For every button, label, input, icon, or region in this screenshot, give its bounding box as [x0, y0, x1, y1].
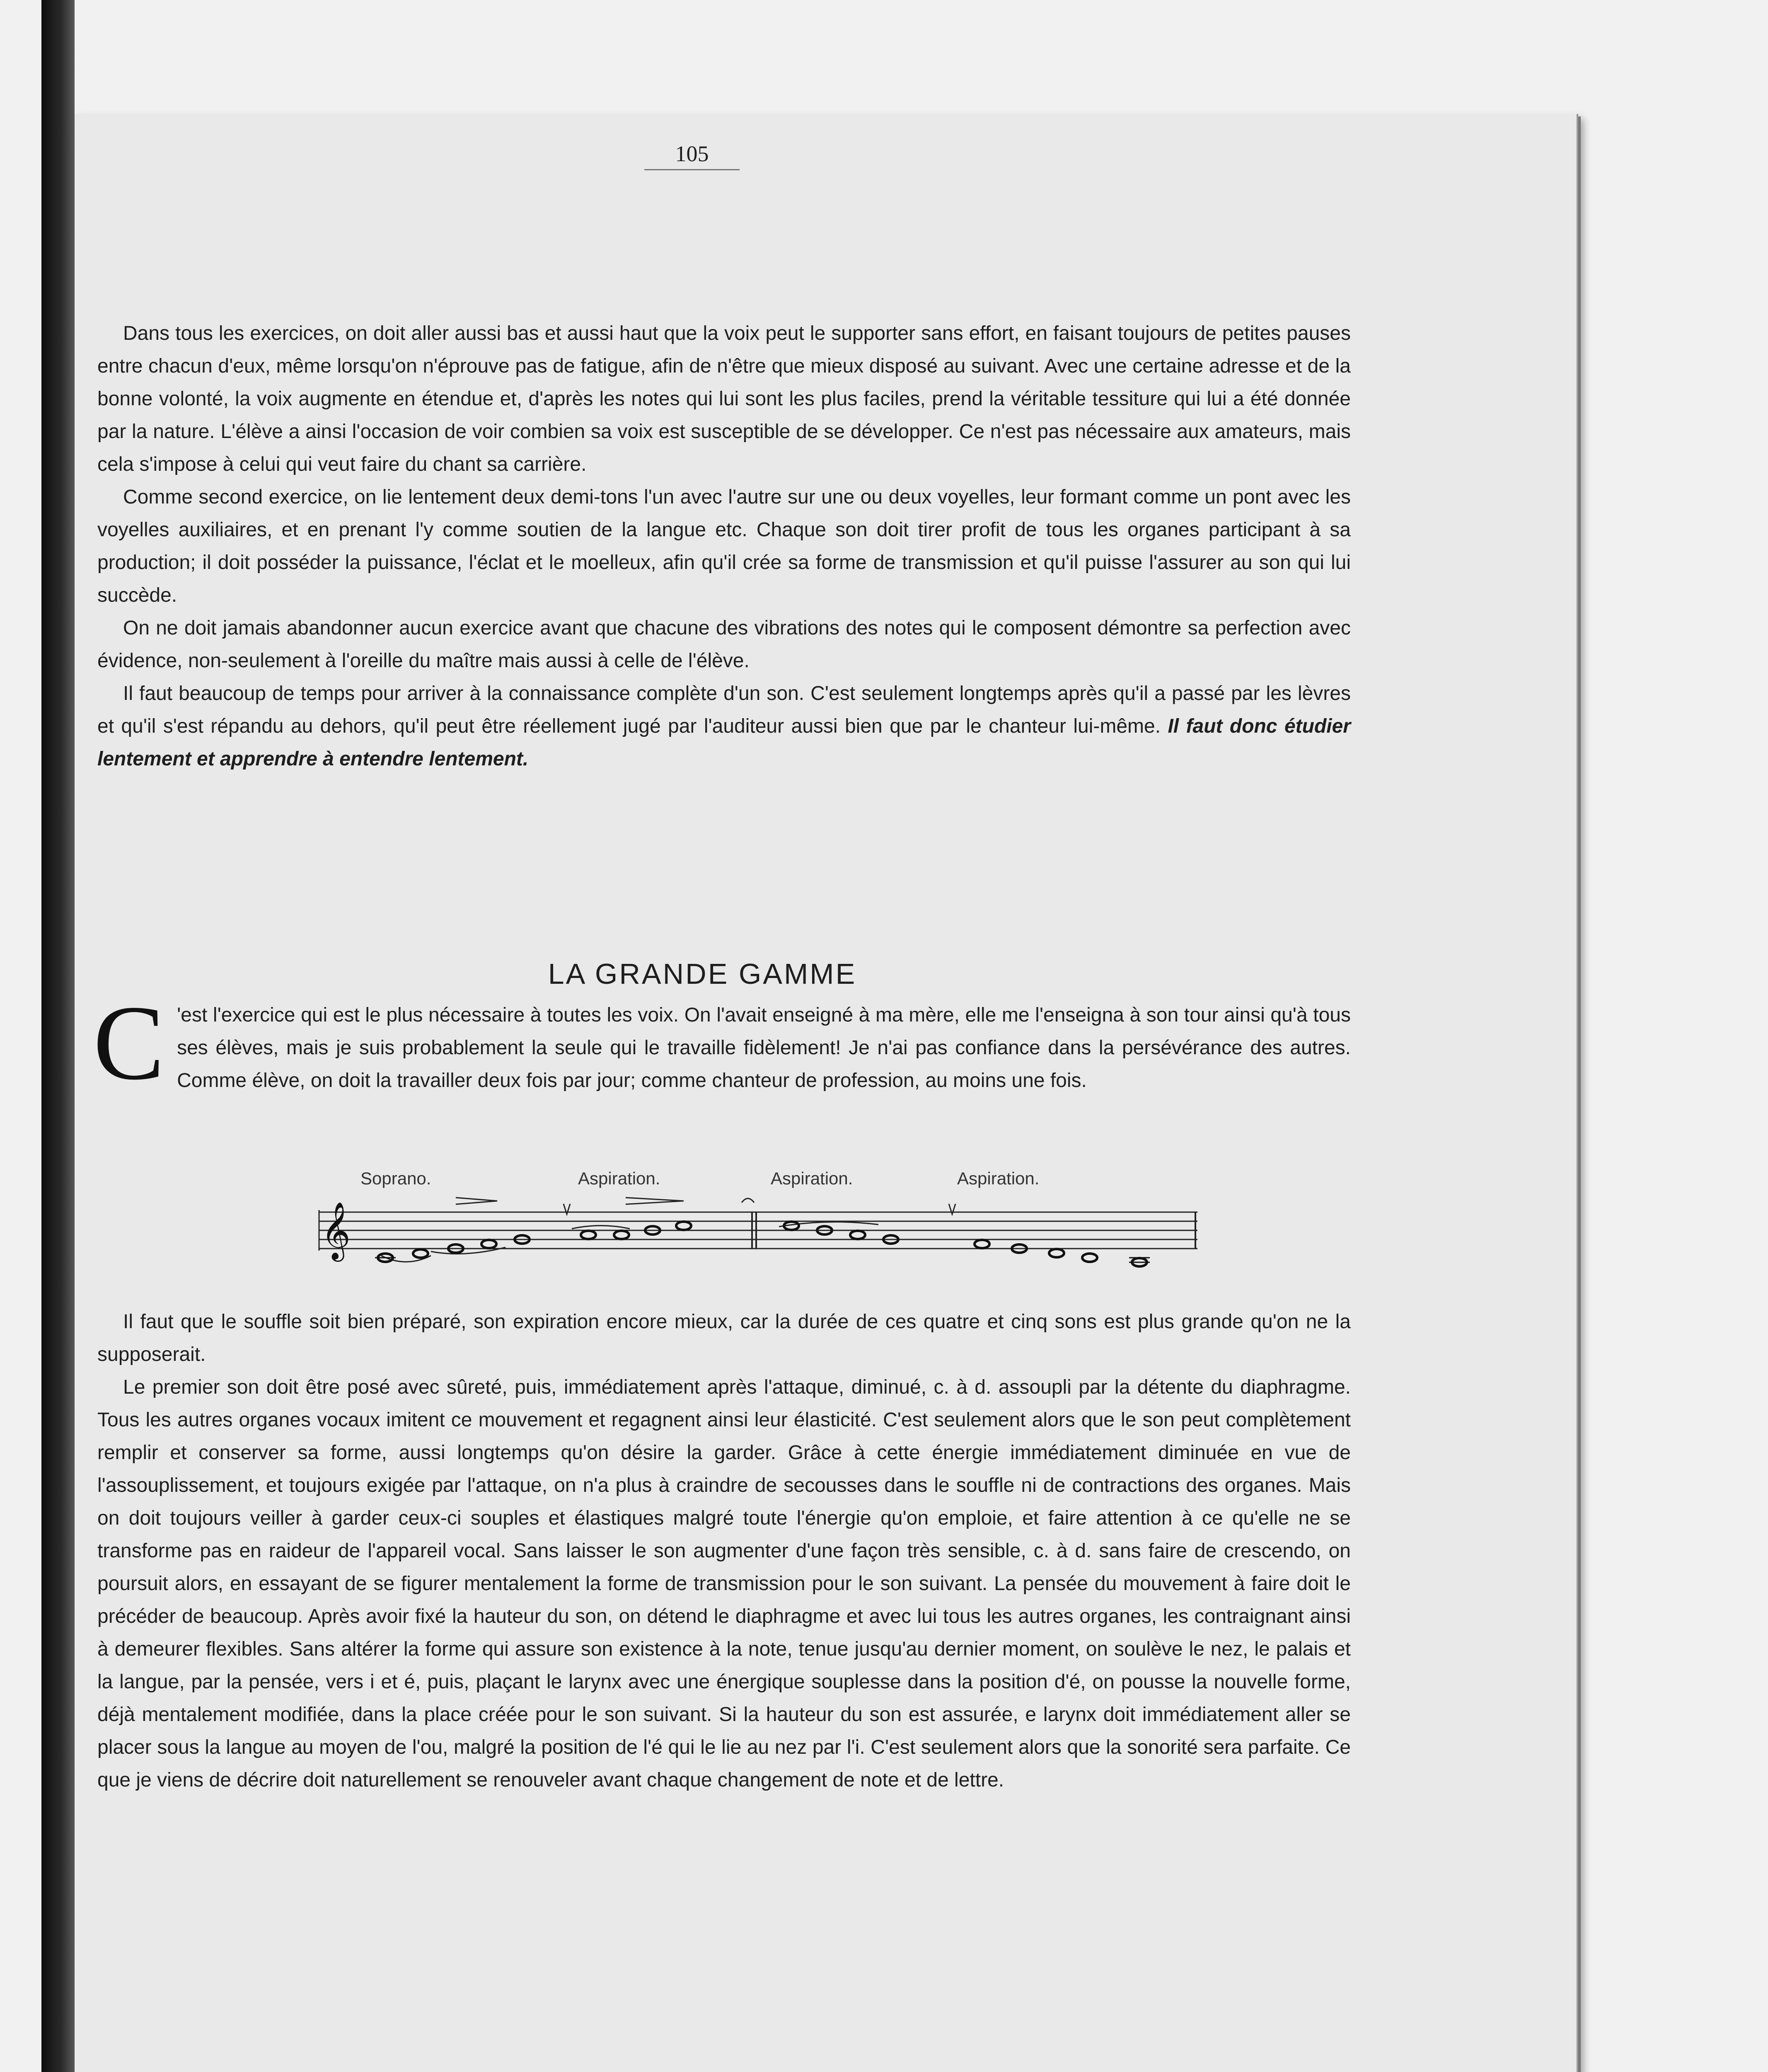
- section-title: LA GRANDE GAMME: [548, 958, 857, 990]
- page-number: 105: [644, 141, 740, 170]
- paragraph-4-text: Il faut beaucoup de temps pour arriver à la connaissance complète d'un son. C'est seulement longtemps après qu'il a passé par les lèvres et qu'il s'est répandu au dehors, qu'il peut être réellement jugé par l'auditeur aussi bien que par le chanteur lui-même.: [97, 683, 1351, 737]
- music-score: [207, 1169, 1226, 1285]
- intro-paragraph: 'est l'exercice qui est le plus nécessaire à toutes les voix. On l'avait enseigné à ma mère, elle me l'enseigna à son tour ainsi qu'à tous ses élèves, mais je suis probablement la seule qui le travaille fidèlement! Je n'ai pas confiance dans la persévérance des autres. Comme élève, on doit la travailler deux fois par jour; comme chanteur de profession, au moins une fois.: [177, 1004, 1351, 1092]
- treble-clef-icon: 𝄞: [321, 1202, 351, 1259]
- music-staff: [207, 1169, 1226, 1285]
- paragraph-1: Dans tous les exercices, on doit aller aussi bas et aussi haut que la voix peut le supporter sans effort, en faisant toujours de petites pauses entre chacun d'eux, même lorsqu'on n'éprouve pas de fatigue, afin de n'être que mieux disposé au suivant. Avec une certaine adresse et de la bonne volonté, la voix augmente en étendue et, d'après les notes qui lui sont les plus faciles, prend la véritable tessiture qui lui a été donnée par la nature. L'élève a ainsi l'occasion de voir combien sa voix est susceptible de se développer. Ce n'est pas nécessaire aux amateurs, mais cela s'impose à celui qui veut faire du chant sa carrière.: [97, 322, 1351, 475]
- music-label-aspiration-3: Aspiration.: [957, 1169, 1040, 1188]
- paragraph-4: [97, 677, 1351, 775]
- paragraph-5: Il faut que le souffle soit bien préparé, son expiration encore mieux, car la durée de ces quatre et cinq sons est plus grande qu'on ne la supposerait.: [97, 1311, 1351, 1365]
- paragraph-6: Le premier son doit être posé avec sûreté, puis, immédiatement après l'attaque, diminué, c. à d. assoupli par la détente du diaphragme. Tous les autres organes vocaux imitent ce mouvement et regagnent ainsi leur élasticité. C'est seulement alors que le son peut complètement remplir et conserver sa forme, aussi longtemps qu'on désire la garder. Grâce à cette énergie immédiatement diminuée en vue de l'assouplissement, et toujours exigée par l'attaque, on n'a plus à craindre de secousses dans le souffle ni de contractions des organes. Mais on doit toujours veiller à garder ceux-ci souples et élastiques malgré toute l'énergie qu'on emploie, et faire attention à ce qu'elle ne se transforme pas en raideur de l'appareil vocal. Sans laisser le son augmenter d'une façon très sensible, c. à d. sans faire de crescendo, on poursuit alors, en essayant de se figurer mentalement la forme de transmission pour le son suivant. La pensée du mouvement à faire doit le précéder de beaucoup. Après avoir fixé la hauteur du son, on détend le diaphragme et avec lui tous les autres organes, les contraignant ainsi à demeurer flexibles. Sans altérer la forme qui assure son existence à la note, tenue jusqu'au dernier moment, on soulève le nez, le palais et la langue, par la pensée, vers i et é, puis, plaçant le larynx avec une énergique souplesse dans la position d'é, on pousse la nouvelle forme, déjà mentalement modifiée, dans la place créée pour le son suivant. Si la hauteur du son est assurée, e larynx doit immédiatement aller se placer sous la langue au moyen de l'ou, malgré la position de l'é qui le lie au nez par l'i. C'est seulement alors que la sonorité sera parfaite. Ce que je viens de décrire doit naturellement se renouveler avant chaque changement de note et de lettre.: [97, 1376, 1351, 1791]
- music-label-aspiration-1: Aspiration.: [578, 1169, 660, 1188]
- book-binding-edge: [41, 0, 75, 2072]
- drop-cap-letter: C: [93, 983, 165, 1102]
- music-label-soprano: Soprano.: [360, 1169, 431, 1188]
- music-label-aspiration-2: Aspiration.: [771, 1169, 853, 1188]
- upper-text-block: [97, 317, 1351, 775]
- lower-text-block: [97, 1305, 1351, 1796]
- paragraph-4-emphasis: Il faut donc étudier lentement et apprendre à entendre lentement.: [97, 715, 1351, 770]
- paragraph-2: Comme second exercice, on lie lentement deux demi-tons l'un avec l'autre sur une ou deux voyelles, leur formant comme un pont avec les voyelles auxiliaires, et en prenant l'y comme soutien de la langue etc. Chaque son doit tirer profit de tous les organes participant à sa production; il doit posséder la puissance, l'éclat et le moelleux, afin qu'il crée sa forme de transmission et qu'il puisse l'assurer au son qui lui succède.: [97, 486, 1351, 606]
- intro-block: [93, 983, 1351, 1102]
- paragraph-3: On ne doit jamais abandonner aucun exercice avant que chacune des vibrations des notes qui le composent démontre sa perfection avec évidence, non-seulement à l'oreille du maître mais aussi à celle de l'élève.: [97, 617, 1351, 672]
